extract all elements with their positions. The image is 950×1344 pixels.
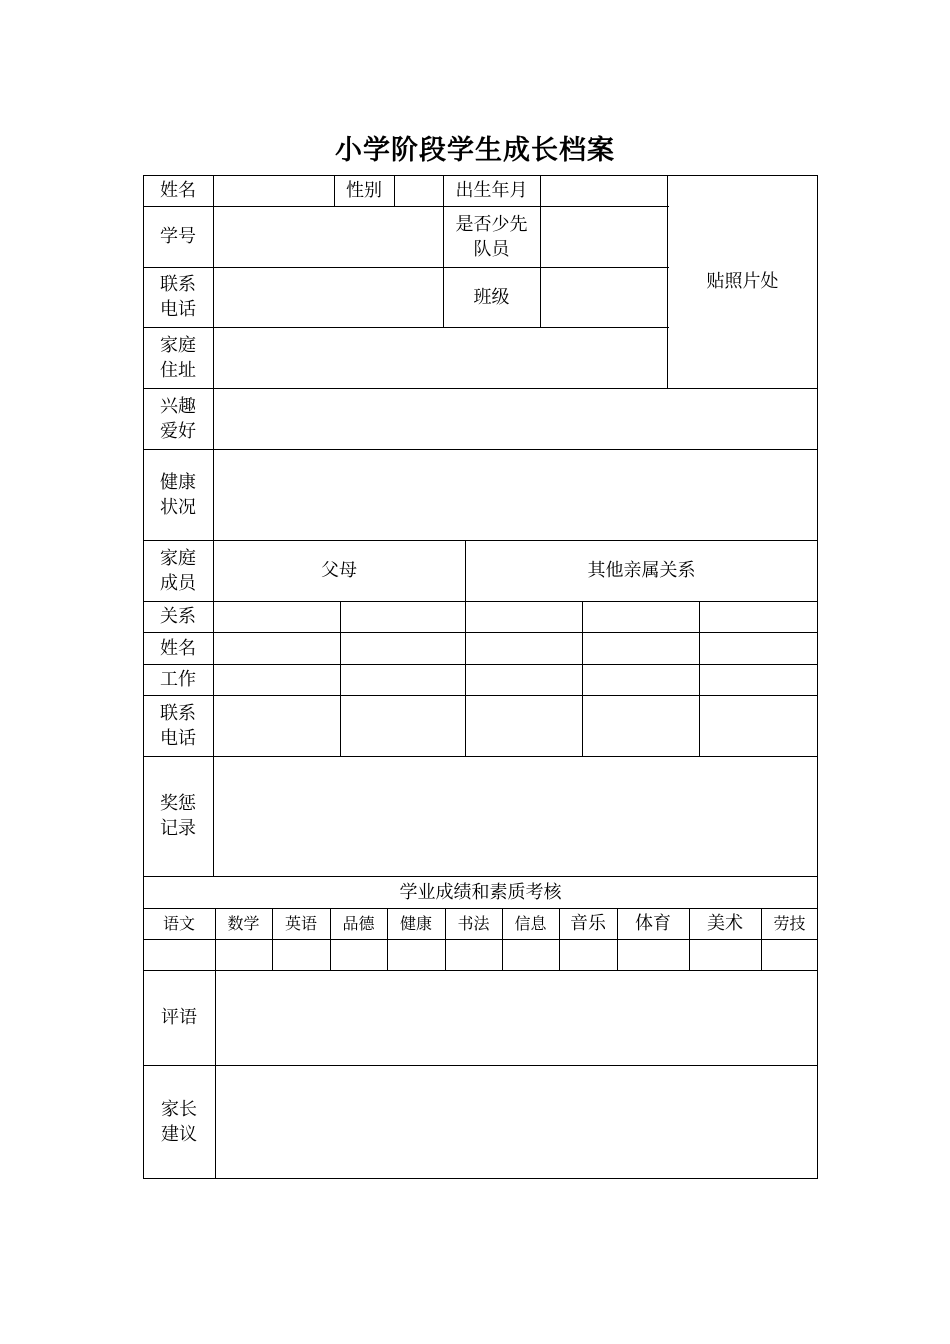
family-work-label: 工作 [160,669,196,690]
row-divider [143,695,818,696]
col-divider [582,601,583,756]
gender-label: 性别 [346,180,382,201]
row-divider [143,664,818,665]
col-divider [540,175,541,327]
col-divider [215,908,216,1179]
row-divider [143,632,818,633]
grades-header: 学业成绩和素质考核 [399,881,562,903]
row-divider [143,206,669,207]
subject-math: 数学 [227,914,260,933]
row-divider [143,601,818,602]
subject-health: 健康 [399,914,432,933]
family-phone-label: 联系 电话 [160,702,196,749]
relatives-header: 其他亲属关系 [587,560,696,581]
subject-art: 美术 [707,913,743,934]
page-title: 小学阶段学生成长档案 [335,135,615,166]
phone-label: 联系 电话 [160,274,196,320]
subject-pe: 体育 [635,913,671,934]
address-label: 家庭 住址 [160,334,196,381]
family-label: 家庭 成员 [160,547,196,594]
subject-music: 音乐 [570,913,606,934]
photo-placeholder: 贴照片处 [706,271,779,292]
row-divider [143,756,818,757]
row-divider [143,939,818,940]
subject-chinese: 语文 [162,914,195,933]
parents-header: 父母 [321,560,357,581]
awards-label: 奖惩 记录 [160,793,196,839]
row-divider [143,449,818,450]
health-label: 健康 状况 [160,471,196,518]
subject-labor: 劳技 [773,914,806,933]
family-relation-label: 关系 [160,606,196,627]
subject-morality: 品德 [342,914,375,933]
row-divider [143,267,669,268]
name-label: 姓名 [160,180,196,201]
family-name-label: 姓名 [160,637,196,659]
row-divider [143,970,818,971]
row-divider [143,1065,818,1066]
student-id-label: 学号 [160,226,196,247]
col-divider [213,175,214,876]
parent-advice-label: 家长 建议 [161,1099,197,1145]
class-label: 班级 [473,286,510,308]
subject-calligraphy: 书法 [457,914,490,933]
col-divider [394,175,395,206]
birth-label: 出生年月 [455,180,528,201]
subject-english: 英语 [284,914,317,933]
row-divider [143,388,818,389]
col-divider [340,601,341,756]
hobby-label: 兴趣 爱好 [160,395,196,442]
row-divider [143,327,669,328]
subject-it: 信息 [514,914,547,933]
col-divider [699,601,700,756]
pioneer-label: 是否少先 队员 [455,213,528,260]
comments-label: 评语 [161,1007,197,1028]
